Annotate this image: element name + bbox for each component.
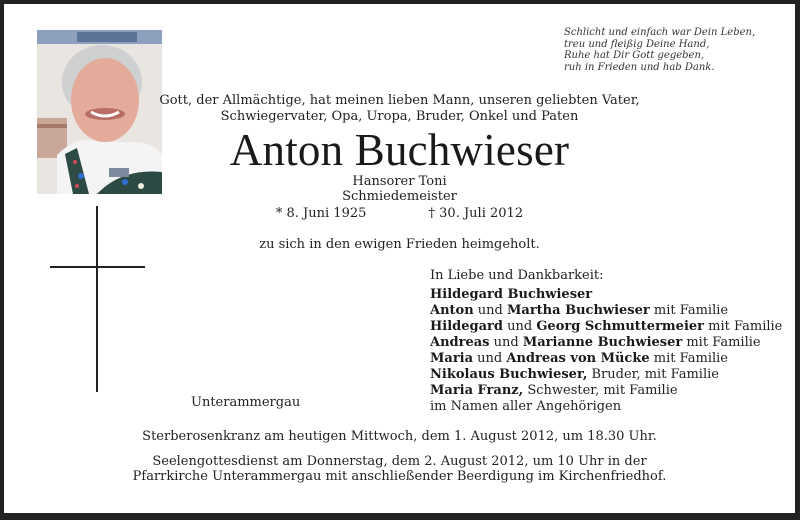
- poem-line: treu und fleißig Deine Hand,: [564, 38, 710, 50]
- cross-icon: [96, 206, 98, 392]
- mourner-entry: Nikolaus Buchwieser, Bruder, mit Familie: [430, 367, 719, 382]
- cross-icon-bar: [50, 266, 145, 268]
- place-name: Unterammergau: [191, 395, 301, 410]
- deceased-name: Anton Buchwieser: [229, 125, 570, 175]
- mourner-entry: Andreas und Marianne Buchwieser mit Familie: [430, 335, 761, 350]
- deceased-profession: Schmiedemeister: [342, 189, 457, 204]
- poem: [564, 27, 755, 73]
- poem-line: Ruhe hat Dir Gott gegeben,: [564, 50, 705, 61]
- mass-notice-line2: Pfarrkirche Unterammergau mit anschließender Beerdigung im Kirchenfriedhof.: [132, 469, 667, 484]
- mourner-entry: Anton und Martha Buchwieser mit Familie: [430, 303, 729, 318]
- intro-line: Schwiegervater, Opa, Uropa, Bruder, Onkel und Paten: [220, 109, 579, 124]
- mourner-entry: Maria und Andreas von Mücke mit Familie: [430, 351, 728, 366]
- rosary-notice: Sterberosenkranz am heutigen Mittwoch, dem 1. August 2012, um 18.30 Uhr.: [142, 429, 657, 444]
- deceased-nickname: Hansorer Toni: [352, 174, 447, 189]
- mourners-closing: im Namen aller Angehörigen: [430, 399, 622, 414]
- obituary-notice: [4, 4, 795, 513]
- mass-notice-line1: Seelengottesdienst am Donnerstag, dem 2. August 2012, um 10 Uhr in der: [152, 454, 647, 469]
- peace-line: zu sich in den ewigen Frieden heimgeholt.: [259, 237, 540, 252]
- poem-line: ruh in Frieden und hab Dank.: [564, 61, 715, 73]
- mourners-heading: In Liebe und Dankbarkeit:: [430, 268, 604, 283]
- poem-line: Schlicht und einfach war Dein Leben,: [564, 27, 756, 38]
- intro-line: Gott, der Allmächtige, hat meinen lieben Mann, unseren geliebten Vater,: [159, 93, 640, 108]
- mourners-list: [430, 268, 782, 415]
- mourner-entry: Hildegard und Georg Schmuttermeier mit Familie: [430, 319, 783, 334]
- death-date: † 30. Juli 2012: [428, 206, 524, 221]
- mourner-entry: Hildegard Buchwieser: [430, 287, 593, 302]
- intro-text: [4, 93, 795, 125]
- birth-date: * 8. Juni 1925: [275, 206, 367, 221]
- mourner-entry: Maria Franz, Schwester, mit Familie: [430, 383, 678, 398]
- life-dates: [4, 206, 795, 221]
